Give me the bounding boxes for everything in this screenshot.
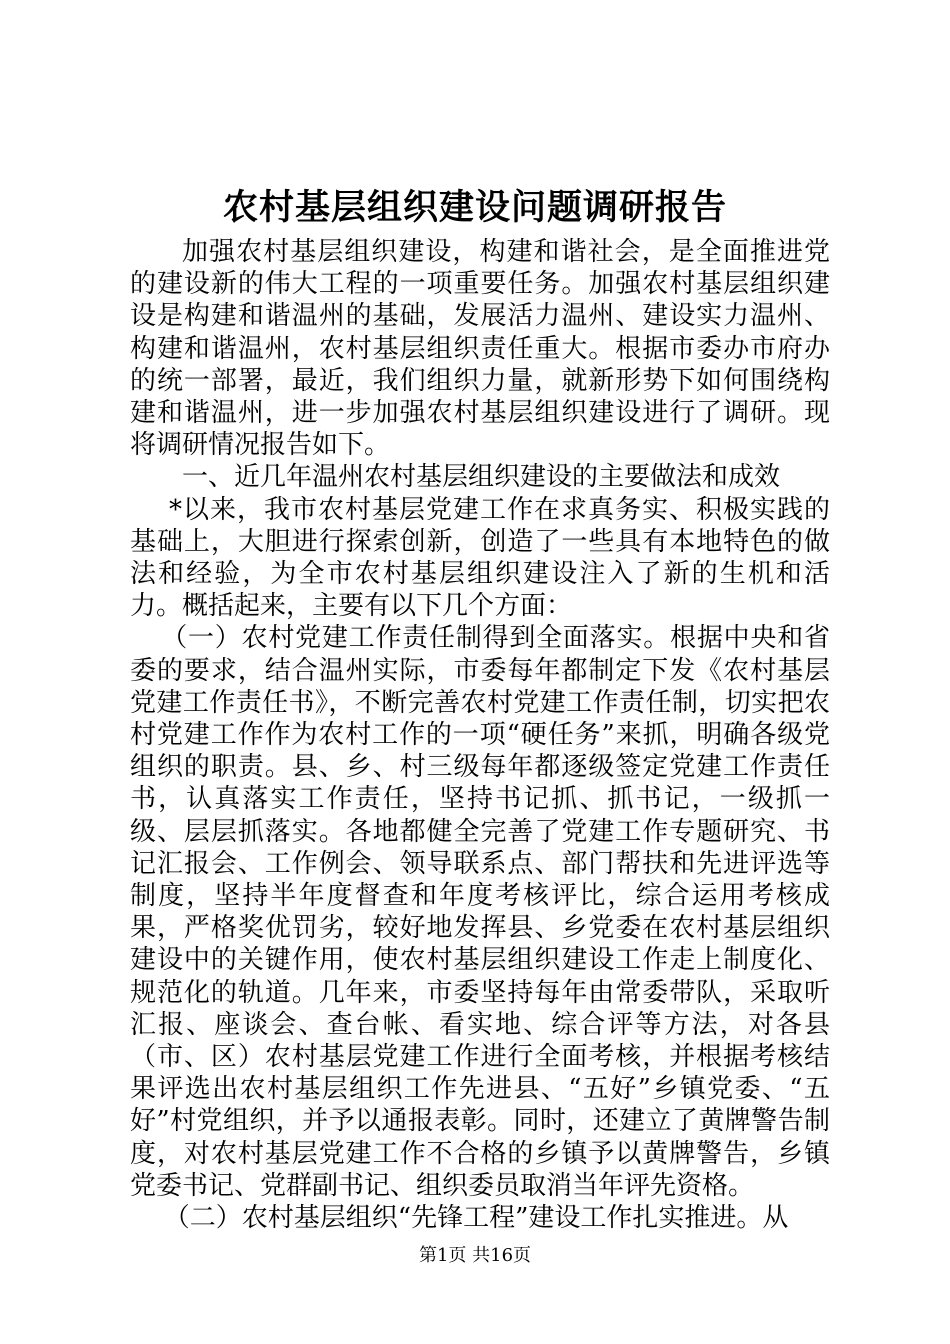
page-total: 共16页 <box>472 1245 532 1266</box>
page-number: 第1页 <box>418 1245 467 1266</box>
document-body <box>130 236 830 1234</box>
page-footer <box>0 1244 950 1268</box>
section-heading: 一、近几年温州农村基层组织建设的主要做法和成效 <box>182 462 781 493</box>
body-paragraph: *以来，我市农村基层党建工作在求真务实、积极实践的基础上，大胆进行探索创新，创造了一些具有本地特色的做法和经验，为全市农村基层组织建设注入了新的生机和活力。概括起来，主要有以下几个方面： <box>130 494 830 622</box>
document-title: 农村基层组织建设问题调研报告 <box>222 187 727 228</box>
subsection-paragraph: （二）农村基层组织“先锋工程”建设工作扎实推进。从 <box>163 1203 789 1234</box>
subsection-paragraph: （一）农村党建工作责任制得到全面落实。根据中央和省委的要求，结合温州实际，市委每年都制定下发《农村基层党建工作责任书》，不断完善农村党建工作责任制，切实把农村党建工作作为农村工作的一项“硬任务”来抓，明确各级党组织的职责。县、乡、村三级每年都逐级签定党建工作责任书，认真落实工作责任，坚持书记抓、抓书记，一级抓一级、层层抓落实。各地都健全完善了党建工作专题研究、书记汇报会、工作例会、领导联系点、部门帮扶和先进评选等制度，坚持半年度督查和年度考核评比，综合运用考核成果，严格奖优罚劣，较好地发挥县、乡党委在农村基层组织建设中的关键作用，使农村基层组织建设工作走上制度化、规范化的轨道。几年来，市委坚持每年由常委带队，采取听汇报、座谈会、查台帐、看实地、综合评等方法，对各县（市、区）农村基层党建工作进行全面考核，并根据考核结果评选出农村基层组织工作先进县、“五好”乡镇党委、“五好”村党组织，并予以通报表彰。同时，还建立了黄牌警告制度，对农村基层党建工作不合格的乡镇予以黄牌警告，乡镇党委书记、党群副书记、组织委员取消当年评先资格。 <box>130 623 830 1201</box>
intro-paragraph: 加强农村基层组织建设，构建和谐社会，是全面推进党的建设新的伟大工程的一项重要任务。加强农村基层组织建设是构建和谐温州的基础，发展活力温州、建设实力温州、构建和谐温州，农村基层组织责任重大。根据市委办市府办的统一部署，最近，我们组织力量，就新形势下如何围绕构建和谐温州，进一步加强农村基层组织建设进行了调研。现将调研情况报告如下。 <box>130 237 830 461</box>
